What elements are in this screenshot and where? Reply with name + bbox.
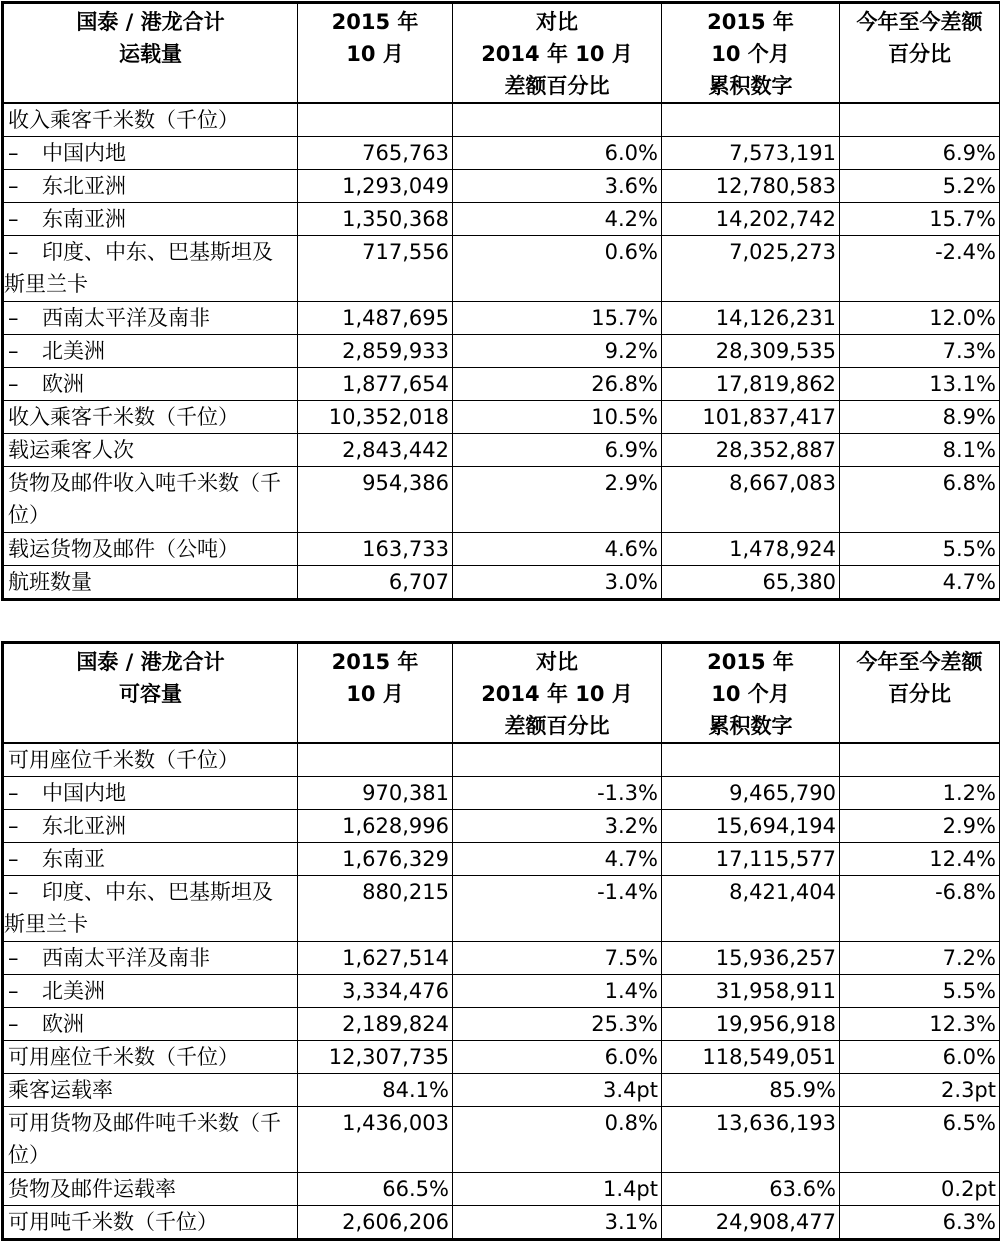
row-label: [3, 1206, 298, 1240]
dash-marker: –: [8, 207, 19, 231]
header-month: 2015 年 10 月: [298, 643, 453, 744]
value-ytd-pct: 8.9%: [840, 401, 1000, 434]
value-vs-last-year: 3.1%: [453, 1206, 662, 1240]
dash-marker: –: [8, 306, 19, 330]
value-vs-last-year: 1.4pt: [453, 1173, 662, 1206]
dash-marker: –: [8, 979, 19, 1003]
row-label-text: 收入乘客千米数（千位）: [8, 405, 239, 429]
dash-marker: –: [8, 240, 19, 264]
value-ytd-pct: 12.4%: [840, 843, 1000, 876]
value-ytd-pct: 6.5%: [840, 1107, 1000, 1173]
table-row: [3, 1041, 1000, 1074]
value-month: 10,352,018: [298, 401, 453, 434]
row-label-text: 欧洲: [42, 1012, 84, 1036]
value-ytd-pct: 5.5%: [840, 533, 1000, 566]
value-ytd-pct: -6.8%: [840, 876, 1000, 942]
value-ytd-pct: 12.0%: [840, 302, 1000, 335]
row-label: [3, 401, 298, 434]
row-label: [3, 335, 298, 368]
value-vs-last-year: 4.7%: [453, 843, 662, 876]
value-ytd: 101,837,417: [662, 401, 840, 434]
section-label-row: [3, 103, 1000, 137]
value-vs-last-year: 26.8%: [453, 368, 662, 401]
dash-marker: –: [8, 847, 19, 871]
table-row: [3, 368, 1000, 401]
value-vs-last-year: 4.2%: [453, 203, 662, 236]
value-vs-last-year: 3.4pt: [453, 1074, 662, 1107]
value-month: 2,189,824: [298, 1008, 453, 1041]
row-label-text: 西南太平洋及南非: [42, 946, 210, 970]
table-row: [3, 170, 1000, 203]
value-ytd: 12,780,583: [662, 170, 840, 203]
value-vs-last-year: 1.4%: [453, 975, 662, 1008]
value-ytd-pct: 6.8%: [840, 467, 1000, 533]
table-row: [3, 810, 1000, 843]
row-label-text: 北美洲: [42, 979, 105, 1003]
value-month: 1,487,695: [298, 302, 453, 335]
value-month: 6,707: [298, 566, 453, 600]
value-ytd: 28,309,535: [662, 335, 840, 368]
row-label-text: 航班数量: [8, 570, 92, 594]
value-vs-last-year: 7.5%: [453, 942, 662, 975]
table-row: [3, 302, 1000, 335]
table-row: [3, 1008, 1000, 1041]
value-vs-last-year: 6.9%: [453, 434, 662, 467]
row-label-text: 乘客运载率: [8, 1078, 113, 1102]
value-ytd-pct: 7.2%: [840, 942, 1000, 975]
row-label: [3, 1173, 298, 1206]
table-row: [3, 467, 1000, 533]
row-label: [3, 170, 298, 203]
value-vs-last-year: 3.0%: [453, 566, 662, 600]
value-vs-last-year: -1.3%: [453, 777, 662, 810]
row-label: [3, 203, 298, 236]
capacity-table-header: [3, 643, 1000, 744]
row-label-text: 中国内地: [42, 141, 126, 165]
value-vs-last-year: 0.6%: [453, 236, 662, 302]
header-vs-last-year: 对比 2014 年 10 月 差额百分比: [453, 3, 662, 104]
row-label: [3, 810, 298, 843]
dash-marker: –: [8, 1012, 19, 1036]
row-label: [3, 876, 298, 942]
value-ytd: 85.9%: [662, 1074, 840, 1107]
dash-marker: –: [8, 946, 19, 970]
header-group-label: 国泰 / 港龙合计 运载量: [3, 3, 298, 104]
value-ytd: 31,958,911: [662, 975, 840, 1008]
value-ytd: 8,421,404: [662, 876, 840, 942]
value-month: 1,877,654: [298, 368, 453, 401]
value-ytd: 28,352,887: [662, 434, 840, 467]
value-ytd: 15,936,257: [662, 942, 840, 975]
dash-marker: –: [8, 174, 19, 198]
table-row: [3, 1206, 1000, 1240]
value-ytd: 13,636,193: [662, 1107, 840, 1173]
value-ytd-pct: 6.0%: [840, 1041, 1000, 1074]
value-vs-last-year: 3.2%: [453, 810, 662, 843]
dash-marker: –: [8, 339, 19, 363]
value-vs-last-year: 10.5%: [453, 401, 662, 434]
value-month: 66.5%: [298, 1173, 453, 1206]
table-row: [3, 975, 1000, 1008]
row-label: [3, 1008, 298, 1041]
value-ytd: 118,549,051: [662, 1041, 840, 1074]
value-vs-last-year: 0.8%: [453, 1107, 662, 1173]
value-month: 1,627,514: [298, 942, 453, 975]
value-month: 2,843,442: [298, 434, 453, 467]
value-month: 163,733: [298, 533, 453, 566]
value-vs-last-year: -1.4%: [453, 876, 662, 942]
value-ytd-pct: 15.7%: [840, 203, 1000, 236]
row-label: [3, 1074, 298, 1107]
value-vs-last-year: 6.0%: [453, 1041, 662, 1074]
value-vs-last-year: 2.9%: [453, 467, 662, 533]
value-ytd-pct: 6.9%: [840, 137, 1000, 170]
value-ytd: 17,819,862: [662, 368, 840, 401]
value-month: 3,334,476: [298, 975, 453, 1008]
traffic-table-header: [3, 3, 1000, 104]
table-row: [3, 777, 1000, 810]
section-label: 收入乘客千米数（千位）: [3, 103, 298, 137]
header-month: 2015 年 10 月: [298, 3, 453, 104]
table-row: [3, 1173, 1000, 1206]
table-row: [3, 401, 1000, 434]
value-month: 954,386: [298, 467, 453, 533]
value-month: 1,676,329: [298, 843, 453, 876]
row-label-text: 可用货物及邮件吨千米数（千位）: [8, 1111, 281, 1167]
row-label: [3, 467, 298, 533]
row-label-text: 载运货物及邮件（公吨）: [8, 537, 239, 561]
value-ytd: 17,115,577: [662, 843, 840, 876]
row-label: [3, 533, 298, 566]
value-ytd: 65,380: [662, 566, 840, 600]
header-ytd: 2015 年 10 个月 累积数字: [662, 643, 840, 744]
header-vs-last-year: 对比 2014 年 10 月 差额百分比: [453, 643, 662, 744]
value-ytd: 14,202,742: [662, 203, 840, 236]
dash-marker: –: [8, 781, 19, 805]
row-label-text: 西南太平洋及南非: [42, 306, 210, 330]
value-ytd-pct: 0.2pt: [840, 1173, 1000, 1206]
row-label-text: 中国内地: [42, 781, 126, 805]
value-month: 2,859,933: [298, 335, 453, 368]
table-row: [3, 1107, 1000, 1173]
row-label-text: 北美洲: [42, 339, 105, 363]
row-label-text: 欧洲: [42, 372, 84, 396]
section-label-row: [3, 743, 1000, 777]
row-label-text: 载运乘客人次: [8, 438, 134, 462]
row-label: [3, 843, 298, 876]
row-label: [3, 236, 298, 302]
value-ytd: 19,956,918: [662, 1008, 840, 1041]
table-row: [3, 942, 1000, 975]
value-ytd-pct: 5.2%: [840, 170, 1000, 203]
value-ytd-pct: 12.3%: [840, 1008, 1000, 1041]
row-label-text: 东南亚洲: [42, 207, 126, 231]
row-label-text: 货物及邮件运载率: [8, 1177, 176, 1201]
value-ytd-pct: 6.3%: [840, 1206, 1000, 1240]
value-ytd-pct: 4.7%: [840, 566, 1000, 600]
table-row: [3, 137, 1000, 170]
row-label: [3, 434, 298, 467]
row-label-text: 货物及邮件收入吨千米数（千位）: [8, 471, 281, 527]
value-month: 880,215: [298, 876, 453, 942]
table-row: [3, 1074, 1000, 1107]
table-row: [3, 843, 1000, 876]
value-ytd: 7,573,191: [662, 137, 840, 170]
value-ytd-pct: 8.1%: [840, 434, 1000, 467]
dash-marker: –: [8, 814, 19, 838]
value-ytd: 1,478,924: [662, 533, 840, 566]
row-label: [3, 137, 298, 170]
table-row: [3, 876, 1000, 942]
value-ytd-pct: 2.9%: [840, 810, 1000, 843]
value-month: 84.1%: [298, 1074, 453, 1107]
dash-marker: –: [8, 141, 19, 165]
value-ytd: 15,694,194: [662, 810, 840, 843]
table-row: [3, 566, 1000, 600]
header-ytd: 2015 年 10 个月 累积数字: [662, 3, 840, 104]
value-vs-last-year: 6.0%: [453, 137, 662, 170]
value-month: 12,307,735: [298, 1041, 453, 1074]
table-row: [3, 434, 1000, 467]
dash-marker: –: [8, 372, 19, 396]
traffic-table-body: [3, 103, 1000, 600]
table-row: [3, 203, 1000, 236]
value-vs-last-year: 25.3%: [453, 1008, 662, 1041]
value-ytd-pct: 1.2%: [840, 777, 1000, 810]
header-group-label: 国泰 / 港龙合计 可容量: [3, 643, 298, 744]
row-label-text: 可用座位千米数（千位）: [8, 1045, 239, 1069]
value-ytd-pct: 13.1%: [840, 368, 1000, 401]
value-month: 2,606,206: [298, 1206, 453, 1240]
row-label-text: 东南亚: [42, 847, 105, 871]
row-label: [3, 975, 298, 1008]
dash-marker: –: [8, 880, 19, 904]
value-ytd: 63.6%: [662, 1173, 840, 1206]
section-label: 可用座位千米数（千位）: [3, 743, 298, 777]
value-vs-last-year: 4.6%: [453, 533, 662, 566]
table-row: [3, 236, 1000, 302]
header-ytd-pct: 今年至今差额 百分比: [840, 643, 1000, 744]
value-ytd: 14,126,231: [662, 302, 840, 335]
capacity-table-body: [3, 743, 1000, 1240]
value-ytd: 8,667,083: [662, 467, 840, 533]
traffic-table: [1, 1, 1000, 601]
row-label-text: 印度、中东、巴基斯坦及斯里兰卡: [4, 880, 273, 936]
value-month: 717,556: [298, 236, 453, 302]
value-vs-last-year: 3.6%: [453, 170, 662, 203]
value-month: 1,628,996: [298, 810, 453, 843]
row-label: [3, 1041, 298, 1074]
row-label: [3, 777, 298, 810]
capacity-table: [1, 641, 1000, 1241]
value-ytd-pct: 7.3%: [840, 335, 1000, 368]
value-ytd-pct: -2.4%: [840, 236, 1000, 302]
row-label: [3, 566, 298, 600]
header-ytd-pct: 今年至今差额 百分比: [840, 3, 1000, 104]
table-row: [3, 533, 1000, 566]
row-label: [3, 942, 298, 975]
row-label-text: 印度、中东、巴基斯坦及斯里兰卡: [4, 240, 273, 296]
value-ytd: 9,465,790: [662, 777, 840, 810]
value-month: 970,381: [298, 777, 453, 810]
value-ytd: 7,025,273: [662, 236, 840, 302]
row-label: [3, 1107, 298, 1173]
row-label: [3, 302, 298, 335]
row-label-text: 东北亚洲: [42, 814, 126, 838]
value-month: 1,350,368: [298, 203, 453, 236]
row-label-text: 东北亚洲: [42, 174, 126, 198]
value-ytd-pct: 5.5%: [840, 975, 1000, 1008]
value-month: 1,436,003: [298, 1107, 453, 1173]
value-month: 765,763: [298, 137, 453, 170]
value-ytd-pct: 2.3pt: [840, 1074, 1000, 1107]
value-month: 1,293,049: [298, 170, 453, 203]
table-row: [3, 335, 1000, 368]
value-ytd: 24,908,477: [662, 1206, 840, 1240]
row-label: [3, 368, 298, 401]
value-vs-last-year: 15.7%: [453, 302, 662, 335]
value-vs-last-year: 9.2%: [453, 335, 662, 368]
row-label-text: 可用吨千米数（千位）: [8, 1210, 218, 1234]
